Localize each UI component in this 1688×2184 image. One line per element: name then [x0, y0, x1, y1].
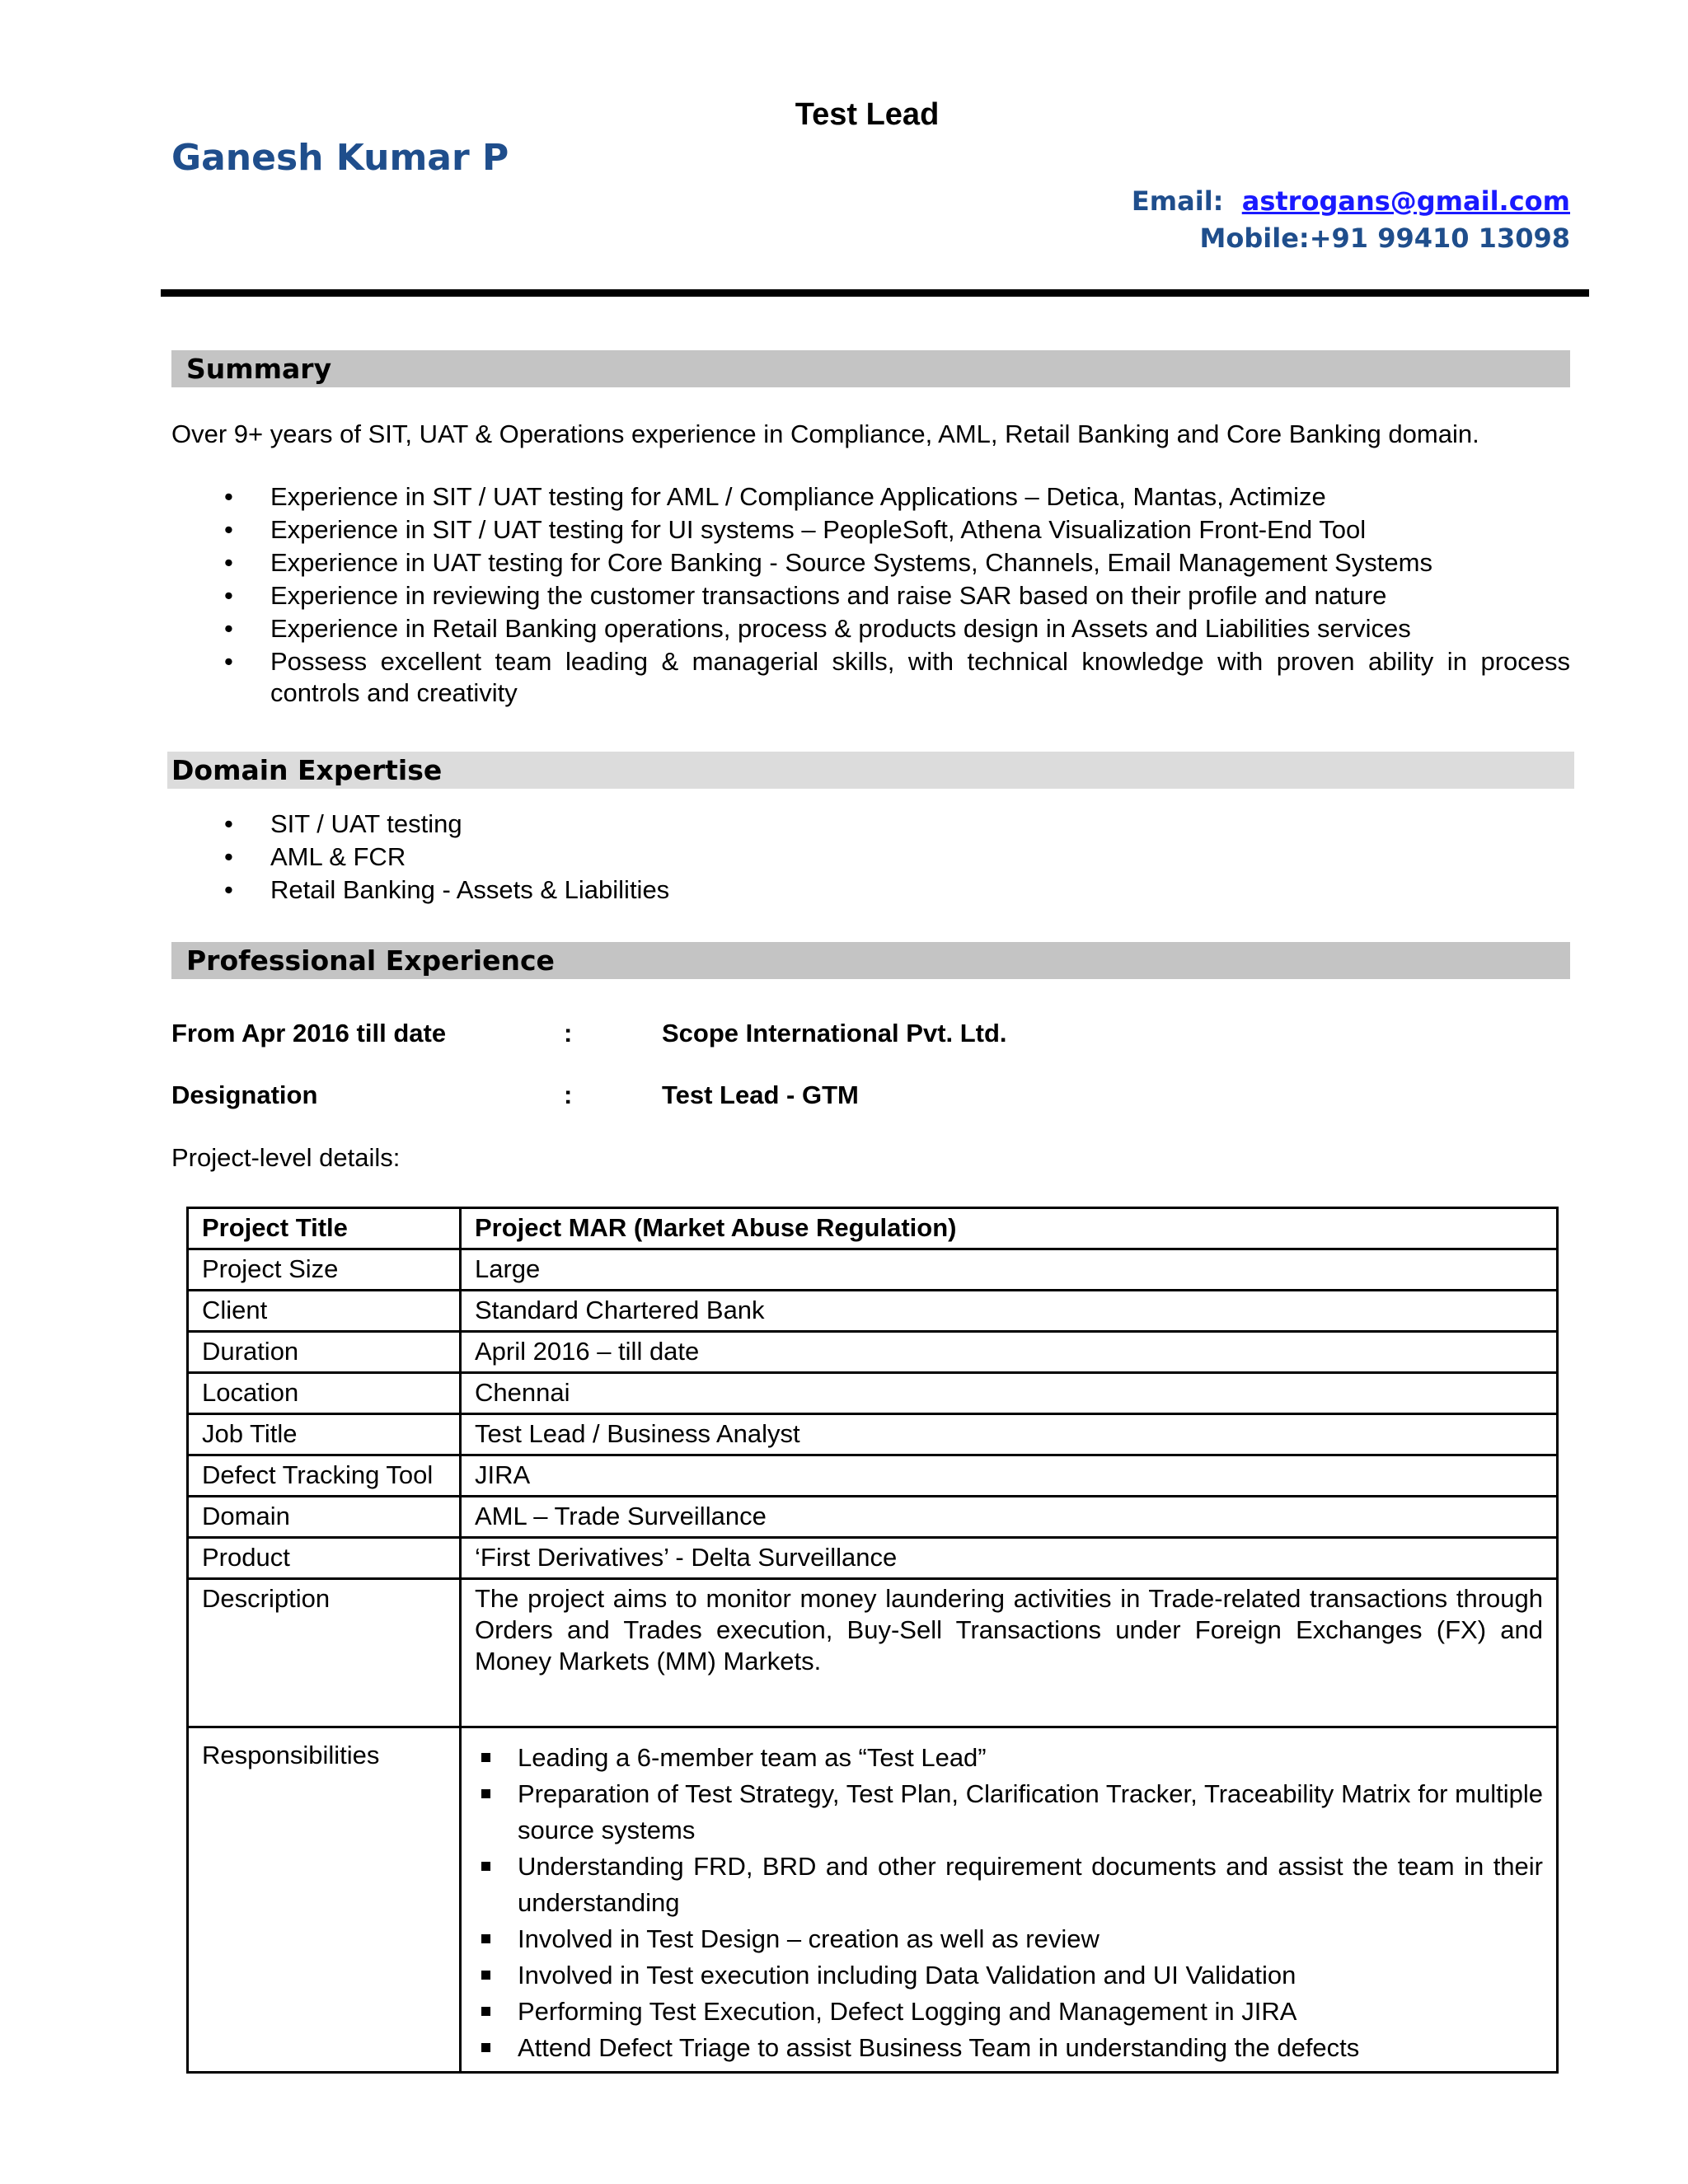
table-cell-value: AML – Trade Surveillance — [461, 1497, 1558, 1538]
document-title: Test Lead — [795, 97, 940, 132]
table-cell-value: JIRA — [461, 1455, 1558, 1497]
employment-period-row — [0, 1019, 1688, 1052]
table-cell-label: Product — [188, 1538, 461, 1579]
table-row — [188, 1208, 1558, 1249]
table-cell-value: Large — [461, 1249, 1558, 1291]
section-heading-domain-expertise: Domain Expertise — [167, 752, 1574, 789]
list-item: • AML & FCR — [224, 841, 1570, 873]
company-name: Scope International Pvt. Ltd. — [662, 1019, 1007, 1047]
mobile-label: Mobile: — [1199, 223, 1310, 254]
domain-bullet-list — [224, 808, 1570, 907]
table-row — [188, 1727, 1558, 2073]
list-item: • Retail Banking - Assets & Liabilities — [224, 874, 1570, 906]
header-divider — [161, 289, 1589, 297]
list-item: Involved in Test Design – creation as well as review — [475, 1921, 1543, 1957]
separator: : — [564, 1019, 573, 1047]
table-cell-value: Standard Chartered Bank — [461, 1291, 1558, 1332]
project-description: The project aims to monitor money laundering activities in Trade-related transactions through Orders and Trades execution, Buy-Sell Transactions under Foreign Exchanges (FX) and Money Markets (MM) Markets. — [461, 1579, 1558, 1727]
table-cell-value: Test Lead / Business Analyst — [461, 1414, 1558, 1455]
list-item: Leading a 6-member team as “Test Lead” — [475, 1740, 1543, 1776]
table-cell-label: Client — [188, 1291, 461, 1332]
designation-label: Designation — [171, 1080, 318, 1109]
table-cell-label: Defect Tracking Tool — [188, 1455, 461, 1497]
candidate-name: Ganesh Kumar P — [171, 137, 509, 179]
employment-period: From Apr 2016 till date — [171, 1019, 447, 1047]
project-details-label: Project-level details: — [171, 1143, 401, 1172]
table-row — [188, 1373, 1558, 1414]
designation-row — [0, 1080, 1688, 1113]
table-row — [188, 1249, 1558, 1291]
responsibilities-list — [475, 1740, 1543, 2066]
table-row — [188, 1579, 1558, 1727]
table-cell-value: Project MAR (Market Abuse Regulation) — [461, 1208, 1558, 1249]
list-item: • SIT / UAT testing — [224, 808, 1570, 840]
table-cell-label: Duration — [188, 1332, 461, 1373]
email-line — [1132, 185, 1570, 217]
table-cell-label: Job Title — [188, 1414, 461, 1455]
table-row — [188, 1414, 1558, 1455]
table-cell-label: Project Title — [188, 1208, 461, 1249]
list-item: Involved in Test execution including Data Validation and UI Validation — [475, 1957, 1543, 1994]
summary-intro: Over 9+ years of SIT, UAT & Operations experience in Compliance, AML, Retail Banking and Core Banking domain. — [171, 419, 1479, 448]
list-item: • Possess excellent team leading & managerial skills, with technical knowledge with proven ability in process controls and creativity — [224, 646, 1570, 709]
table-cell-label: Domain — [188, 1497, 461, 1538]
table-row — [188, 1291, 1558, 1332]
section-heading-summary: Summary — [171, 350, 1570, 387]
table-cell-label: Location — [188, 1373, 461, 1414]
list-item: Performing Test Execution, Defect Logging and Management in JIRA — [475, 1994, 1543, 2030]
responsibilities-cell — [461, 1727, 1558, 2073]
list-item: Understanding FRD, BRD and other requirement documents and assist the team in their understanding — [475, 1849, 1543, 1921]
list-item: • Experience in Retail Banking operations, process & products design in Assets and Liabilities services — [224, 613, 1570, 644]
table-row — [188, 1497, 1558, 1538]
table-row — [188, 1455, 1558, 1497]
list-item: • Experience in reviewing the customer transactions and raise SAR based on their profile and nature — [224, 580, 1570, 612]
table-cell-value: Chennai — [461, 1373, 1558, 1414]
summary-bullet-list — [224, 481, 1570, 710]
table-cell-label: Description — [188, 1579, 461, 1727]
table-cell-label: Project Size — [188, 1249, 461, 1291]
table-cell-value: ‘First Derivatives’ - Delta Surveillance — [461, 1538, 1558, 1579]
list-item: Attend Defect Triage to assist Business Team in understanding the defects — [475, 2030, 1543, 2066]
list-item: • Experience in SIT / UAT testing for UI systems – PeopleSoft, Athena Visualization Front-End Tool — [224, 514, 1570, 546]
designation-value: Test Lead - GTM — [662, 1080, 859, 1109]
section-heading-professional-experience: Professional Experience — [171, 942, 1570, 979]
list-item: Preparation of Test Strategy, Test Plan, Clarification Tracker, Traceability Matrix for multiple source systems — [475, 1776, 1543, 1849]
list-item: • Experience in UAT testing for Core Banking - Source Systems, Channels, Email Management Systems — [224, 547, 1570, 579]
table-cell-label: Responsibilities — [188, 1727, 461, 2073]
table-cell-value: April 2016 – till date — [461, 1332, 1558, 1373]
mobile-line — [1200, 223, 1570, 254]
email-link[interactable]: astrogans@gmail.com — [1241, 185, 1570, 217]
project-table — [186, 1207, 1559, 2074]
table-row — [188, 1332, 1558, 1373]
separator: : — [564, 1080, 573, 1109]
mobile-number: +91 99410 13098 — [1309, 223, 1570, 254]
table-row — [188, 1538, 1558, 1579]
list-item: • Experience in SIT / UAT testing for AML / Compliance Applications – Detica, Mantas, Actimize — [224, 481, 1570, 513]
email-label: Email: — [1131, 185, 1224, 217]
